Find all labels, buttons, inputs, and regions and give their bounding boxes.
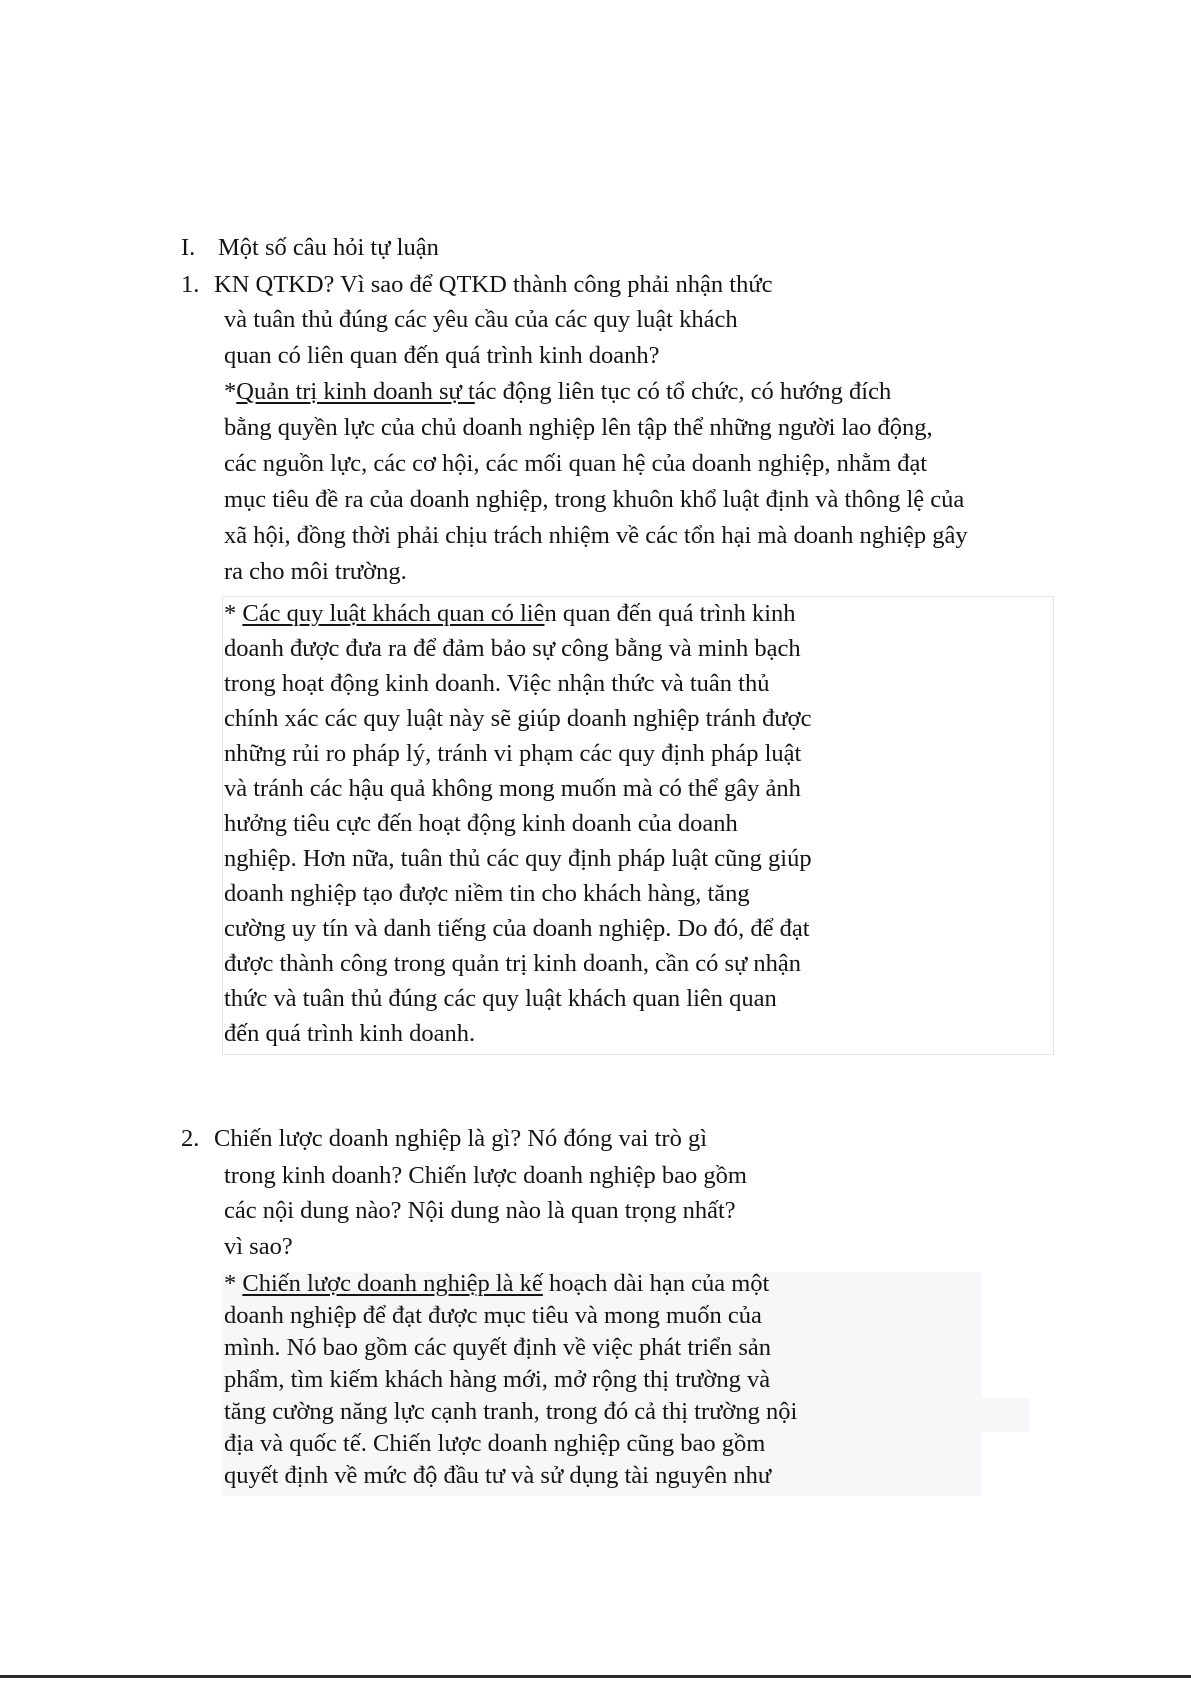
section-number: I.	[181, 234, 196, 261]
bullet-asterisk: *	[224, 600, 243, 627]
answer-2-line: trong hoạt động kinh doanh. Việc nhận thức và tuân thủ	[224, 670, 770, 697]
answer-3-line: địa và quốc tế. Chiến lược doanh nghiệp cũng bao gồm	[224, 1430, 766, 1457]
answer-2-line: được thành công trong quản trị kinh doanh, cần có sự nhận	[224, 950, 802, 977]
section-heading	[181, 231, 439, 265]
section-title: Một số câu hỏi tự luận	[218, 234, 439, 261]
answer-text: hoạch dài hạn của một	[542, 1270, 770, 1297]
bullet-asterisk: *	[224, 1270, 243, 1297]
question-2-line: vì sao?	[224, 1233, 293, 1260]
answer-2-line: cường uy tín và danh tiếng của doanh nghiệp. Do đó, để đạt	[224, 915, 810, 942]
answer-1-line: ra cho môi trường.	[224, 558, 407, 585]
answer-3-shade-extension	[960, 1398, 1030, 1432]
answer-3-first-line	[224, 1267, 769, 1301]
underlined-term: Quản trị kinh doanh sự t	[236, 378, 475, 405]
answer-1-line: xã hội, đồng thời phải chịu trách nhiệm về các tổn hại mà doanh nghiệp gây	[224, 522, 968, 549]
answer-2-line: doanh nghiệp tạo được niềm tin cho khách hàng, tăng	[224, 880, 750, 907]
answer-3-line: tăng cường năng lực cạnh tranh, trong đó cả thị trường nội	[224, 1398, 798, 1425]
question-2-line: trong kinh doanh? Chiến lược doanh nghiệp bao gồm	[224, 1162, 747, 1189]
answer-1-line: bằng quyền lực của chủ doanh nghiệp lên tập thể những người lao động,	[224, 414, 933, 441]
question-2-line: Chiến lược doanh nghiệp là gì? Nó đóng vai trò gì	[214, 1125, 708, 1152]
question-1-line: quan có liên quan đến quá trình kinh doanh?	[224, 342, 660, 369]
answer-3-line: doanh nghiệp để đạt được mục tiêu và mong muốn của	[224, 1302, 762, 1329]
answer-1-line: các nguồn lực, các cơ hội, các mối quan hệ của doanh nghiệp, nhằm đạt	[224, 450, 928, 477]
answer-2-line: nghiệp. Hơn nữa, tuân thủ các quy định pháp luật cũng giúp	[224, 845, 812, 872]
question-1-line: KN QTKD? Vì sao để QTKD thành công phải nhận thức	[214, 271, 773, 298]
question-2-number: 2.	[181, 1125, 200, 1152]
answer-2-line: và tránh các hậu quả không mong muốn mà có thể gây ảnh	[224, 775, 801, 802]
page-bottom-edge	[0, 1675, 1191, 1678]
answer-text: n quan đến quá trình kinh	[544, 600, 796, 627]
answer-2-line: chính xác các quy luật này sẽ giúp doanh nghiệp tránh được	[224, 705, 812, 732]
answer-2-line: đến quá trình kinh doanh.	[224, 1020, 476, 1047]
answer-2-line: hưởng tiêu cực đến hoạt động kinh doanh của doanh	[224, 810, 738, 837]
answer-text: ác động liên tục có tổ chức, có hướng đích	[474, 378, 892, 405]
answer-1-first-line	[224, 375, 891, 409]
answer-3-line: phẩm, tìm kiếm khách hàng mới, mở rộng thị trường và	[224, 1366, 771, 1393]
answer-2-line: thức và tuân thủ đúng các quy luật khách quan liên quan	[224, 985, 777, 1012]
answer-3-line: quyết định về mức độ đầu tư và sử dụng tài nguyên như	[224, 1462, 772, 1489]
answer-1-line: mục tiêu đề ra của doanh nghiệp, trong khuôn khổ luật định và thông lệ của	[224, 486, 965, 513]
answer-3-line: mình. Nó bao gồm các quyết định về việc phát triển sản	[224, 1334, 772, 1361]
underlined-term: Chiến lược doanh nghiệp là kế	[242, 1270, 543, 1297]
question-1-line: và tuân thủ đúng các yêu cầu của các quy luật khách	[224, 306, 738, 333]
answer-2-first-line	[224, 597, 796, 631]
question-2-line: các nội dung nào? Nội dung nào là quan trọng nhất?	[224, 1197, 736, 1224]
answer-2-line: những rủi ro pháp lý, tránh vi phạm các quy định pháp luật	[224, 740, 802, 767]
bullet-asterisk: *	[224, 378, 237, 405]
underlined-term: Các quy luật khách quan có liê	[242, 600, 545, 627]
answer-2-line: doanh được đưa ra để đảm bảo sự công bằng và minh bạch	[224, 635, 801, 662]
question-1-number: 1.	[181, 271, 200, 298]
